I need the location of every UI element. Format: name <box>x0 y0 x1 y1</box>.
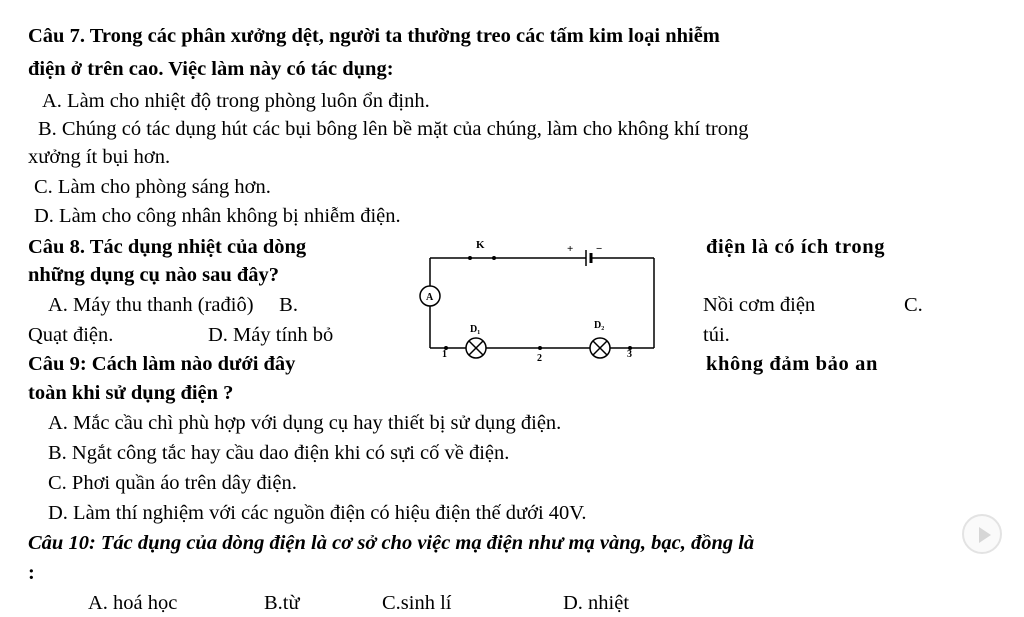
q7-option-a: A. Làm cho nhiệt độ trong phòng luôn ổn định. <box>42 90 430 112</box>
switch-label: K <box>476 239 485 251</box>
switch-contact-dot <box>492 256 496 260</box>
q8-option-d-tail: túi. <box>703 324 730 346</box>
lamp-d2-label: D₂ <box>594 320 605 331</box>
q7-option-c: C. Làm cho phòng sáng hơn. <box>34 176 271 198</box>
q8-stem-line2: những dụng cụ nào sau đây? <box>28 264 280 286</box>
q9-stem-right: không đảm bảo an <box>706 353 878 375</box>
q10-option-c: C.sinh lí <box>382 592 452 614</box>
lamp-d1-label: D₁ <box>470 324 481 335</box>
q8-option-c-text: Quạt điện. <box>28 324 114 346</box>
point-2-label: 2 <box>537 353 542 362</box>
circuit-diagram <box>410 236 670 362</box>
q9-option-d: D. Làm thí nghiệm với các nguồn điện có hiệu điện thế dưới 40V. <box>48 502 587 524</box>
q7-option-b-line2: xưởng ít bụi hơn. <box>28 146 171 168</box>
point-1-label: 1 <box>442 349 447 360</box>
q8-option-c-letter: C. <box>904 294 923 316</box>
q8-option-d-text: D. Máy tính bỏ <box>208 324 334 346</box>
q9-stem-line2: toàn khi sử dụng điện ? <box>28 382 234 404</box>
q10-option-d: D. nhiệt <box>563 592 630 614</box>
q10-option-a: A. hoá học <box>88 592 178 614</box>
q7-option-d: D. Làm cho công nhân không bị nhiễm điện. <box>34 205 401 227</box>
q8-stem-left: Câu 8. Tác dụng nhiệt của dòng <box>28 236 307 258</box>
q8-stem-right: điện là có ích trong <box>706 236 886 258</box>
q8-options-line1-left: A. Máy thu thanh (rađiô) B. <box>48 294 298 316</box>
q7-option-b-line1: B. Chúng có tác dụng hút các bụi bông lên bề mặt của chúng, làm cho không khí trong <box>38 118 749 140</box>
play-icon[interactable] <box>962 514 1002 554</box>
q9-option-a: A. Mắc cầu chì phù hợp với dụng cụ hay thiết bị sử dụng điện. <box>48 412 562 434</box>
q9-option-b: B. Ngắt công tắc hay cầu dao điện khi có sựi cố về điện. <box>48 442 510 464</box>
q7-stem-line2: điện ở trên cao. Việc làm này có tác dụng: <box>28 58 394 80</box>
q10-stem-line1: Câu 10: Tác dụng của dòng điện là cơ sở cho việc mạ điện như mạ vàng, bạc, đồng là <box>28 532 755 554</box>
q8-option-b-text: Nồi cơm điện <box>703 294 816 316</box>
q10-stem-line2: : <box>28 562 35 584</box>
q7-stem-line1: Câu 7. Trong các phân xưởng dệt, người ta thường treo các tấm kim loại nhiễm <box>28 25 720 47</box>
q9-option-c: C. Phơi quần áo trên dây điện. <box>48 472 297 494</box>
battery-plus-label: + <box>567 243 574 255</box>
point-3-label: 3 <box>627 349 632 360</box>
ammeter-label: A <box>426 292 434 303</box>
battery-minus-label: − <box>596 243 603 255</box>
point-2-dot <box>538 346 542 350</box>
switch-contact-dot <box>468 256 472 260</box>
q10-option-b: B.từ <box>264 592 300 614</box>
q9-stem-left: Câu 9: Cách làm nào dưới đây <box>28 353 296 375</box>
